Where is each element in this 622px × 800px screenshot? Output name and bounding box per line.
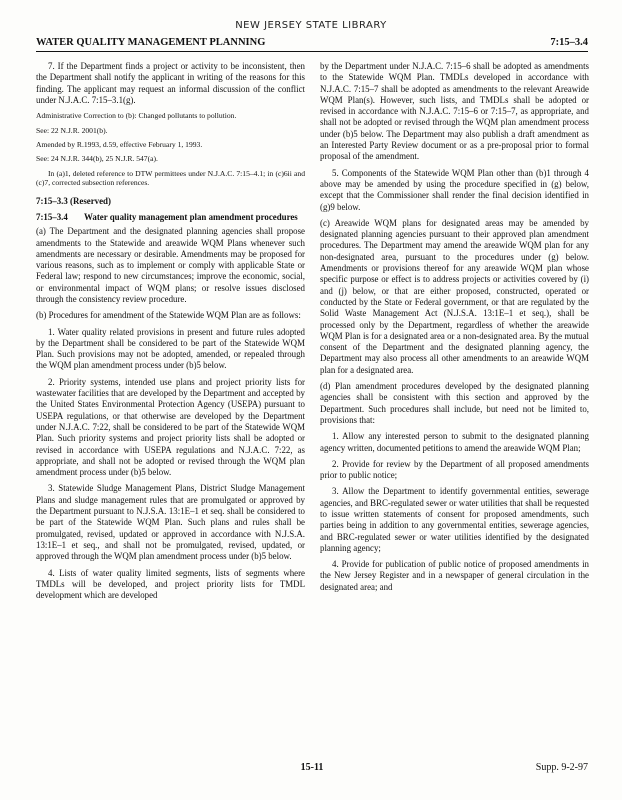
- paragraph-d4: 4. Provide for publication of public notice of proposed amendments in the New Jersey Register and in a newspaper of general circulation in the designated area; and: [320, 559, 589, 592]
- paragraph-a: (a) The Department and the designated planning agencies shall propose amendments to the Statewide and areawide WQM Plans whenever such amendments are necessary or desirable. Amendments may be proposed for various reasons, such as to implement or comply with applicable State or Federal law; respond to new circumstances; improve the economic, social, or environmental impact of WQM plans; or resolve issues disclosed through the consistency review procedure.: [36, 226, 305, 304]
- history-note: Administrative Correction to (b): Changed pollutants to pollution.: [36, 111, 237, 121]
- reserved-section-heading: 7:15–3.3 (Reserved): [36, 195, 111, 206]
- section-title: Water quality management plan amendment procedures: [84, 211, 298, 222]
- paragraph-b4-continued: by the Department under N.J.A.C. 7:15–6 shall be adopted as amendments to the Statewide WQM Plan. TMDLs developed in accordance with N.J.A.C. 7:15–7 shall be adopted as amendments to the relevant Areawide WQM Plan(s). However, such lists, and TMDLs shall be adopted or revised in accordance with N.J.A.C. 7:15–6 or 7:15–7, as appropriate, and shall not be adopted or revised through the WQM plan amendment process under (b)5 below. The Department may also publish a draft amendment as an Interested Party Review document or as a pre-proposal prior to formal proposal of the amendment.: [320, 61, 589, 162]
- history-note: See: 22 N.J.R. 2001(b).: [36, 125, 108, 135]
- paragraph-b4: 4. Lists of water quality limited segments, lists of segments where TMDLs will be developed, and project priority lists for TMDL development which are developed: [36, 567, 305, 601]
- section-number: 7:15–3.4: [36, 211, 68, 222]
- page-number: 15-11: [300, 762, 324, 773]
- header-section-number: 7:15–3.4: [550, 37, 588, 48]
- left-column: [36, 61, 305, 606]
- right-column: [320, 61, 589, 598]
- running-header: [36, 37, 588, 52]
- paragraph-b5: 5. Components of the Statewide WQM Plan other than (b)1 through 4 above may be amended by using the procedure specified in (g) below, except that the Commissioner shall render the final decision identified in (g)9 below.: [320, 167, 589, 212]
- paragraph-c: (c) Areawide WQM plans for designated areas may be amended by designated planning agencies pursuant to their approved plan amendment procedures. The Department may amend the areawide WQM plan for any non-designated area, pursuant to the procedures under (g) below. Amendments or provisions thereof for any areawide WQM plan whose specific purpose or effect is to address projects or activities covered by (i) and (j) below, or that are either proposed, constructed, operated or conducted by the State or Federal government, or that are regulated by the Solid Waste Management Act (N.J.S.A. 13:1E–1 et seq.), shall be processed only by the Department, regardless of whether the areawide WQM Plan is for a designated area or a non-designated area. By the mutual consent of the Department and the designated planning agency, the Department may also process all other amendments to an areawide WQM plan for a designated area.: [320, 217, 589, 375]
- paragraph-d3: 3. Allow the Department to identify governmental entities, sewerage agencies, and BRC-regulated sewer or water utilities that shall be requested to issue written statements of consent for proposed amendments, such parties being in addition to any governmental entities, sewerage agencies, and BRC-regulated sewer or water utilities identified by the designated planning agency;: [320, 486, 589, 553]
- paragraph-b2: 2. Priority systems, intended use plans and project priority lists for wastewater facilities that are developed by the Department and accepted by the United States Environmental Protection Agency (USEPA) pursuant to USEPA regulations, or that otherwise are developed by the Department under N.J.A.C. 7:22, shall be considered to be part of the Statewide WQM Plan. Such priority systems and project priority lists shall be adopted or revised in accordance with USEPA regulations and N.J.A.C. 7:22, as appropriate, and shall not be adopted or revised through the WQM plan amendment process under (b)5 below.: [36, 376, 305, 478]
- paragraph-b1: 1. Water quality related provisions in present and future rules adopted by the Department shall be considered to be part of the Statewide WQM Plan. Such provisions may not be adopted, amended, or repealed through the WQM plan amendment process under (b)5 below.: [36, 326, 305, 371]
- history-note: In (a)1, deleted reference to DTW permittees under N.J.A.C. 7:15–4.1; in (c)6ii and (c)7, corrected subsection references.: [36, 168, 305, 188]
- history-notes: [36, 111, 305, 187]
- paragraph-d1: 1. Allow any interested person to submit to the designated planning agency written, documented petitions to amend the areawide WQM Plan;: [320, 431, 589, 453]
- paragraph-d2: 2. Provide for review by the Department of all proposed amendments prior to public notice;: [320, 458, 589, 481]
- library-stamp: NEW JERSEY STATE LIBRARY: [235, 20, 387, 31]
- section-heading: [36, 212, 305, 223]
- header-title: WATER QUALITY MANAGEMENT PLANNING: [36, 37, 266, 48]
- supplement-date: Supp. 9-2-97: [535, 762, 588, 773]
- history-note: See: 24 N.J.R. 344(b), 25 N.J.R. 547(a).: [36, 154, 158, 164]
- paragraph-d: (d) Plan amendment procedures developed by the designated planning agencies shall be consistent with this section and approved by the Department. Such procedures shall include, but need not be limited to, provisions that:: [320, 381, 589, 425]
- paragraph-b3: 3. Statewide Sludge Management Plans, District Sludge Management Plans and sludge management rules that are promulgated or approved by the Department pursuant to N.J.S.A. 13:1E–1 et seq. shall be considered to be part of the Statewide WQM Plan. Such plans and rules shall be promulgated, revised, updated or approved in accordance with N.J.S.A. 13:1E–1 et seq., and shall not be promulgated, revised, updated, or approved through the WQM plan amendment process under (b)5 below.: [36, 483, 305, 562]
- history-note: Amended by R.1993, d.59, effective February 1, 1993.: [36, 140, 203, 149]
- paragraph-7: 7. If the Department finds a project or activity to be inconsistent, then the Department shall notify the applicant in writing of the reasons for this finding. The applicant may request an informal discussion of the conflict under N.J.A.C. 7:15–3.1(g).: [36, 61, 305, 105]
- page-footer: [36, 762, 588, 774]
- paragraph-b: (b) Procedures for amendment of the Statewide WQM Plan are as follows:: [36, 310, 301, 321]
